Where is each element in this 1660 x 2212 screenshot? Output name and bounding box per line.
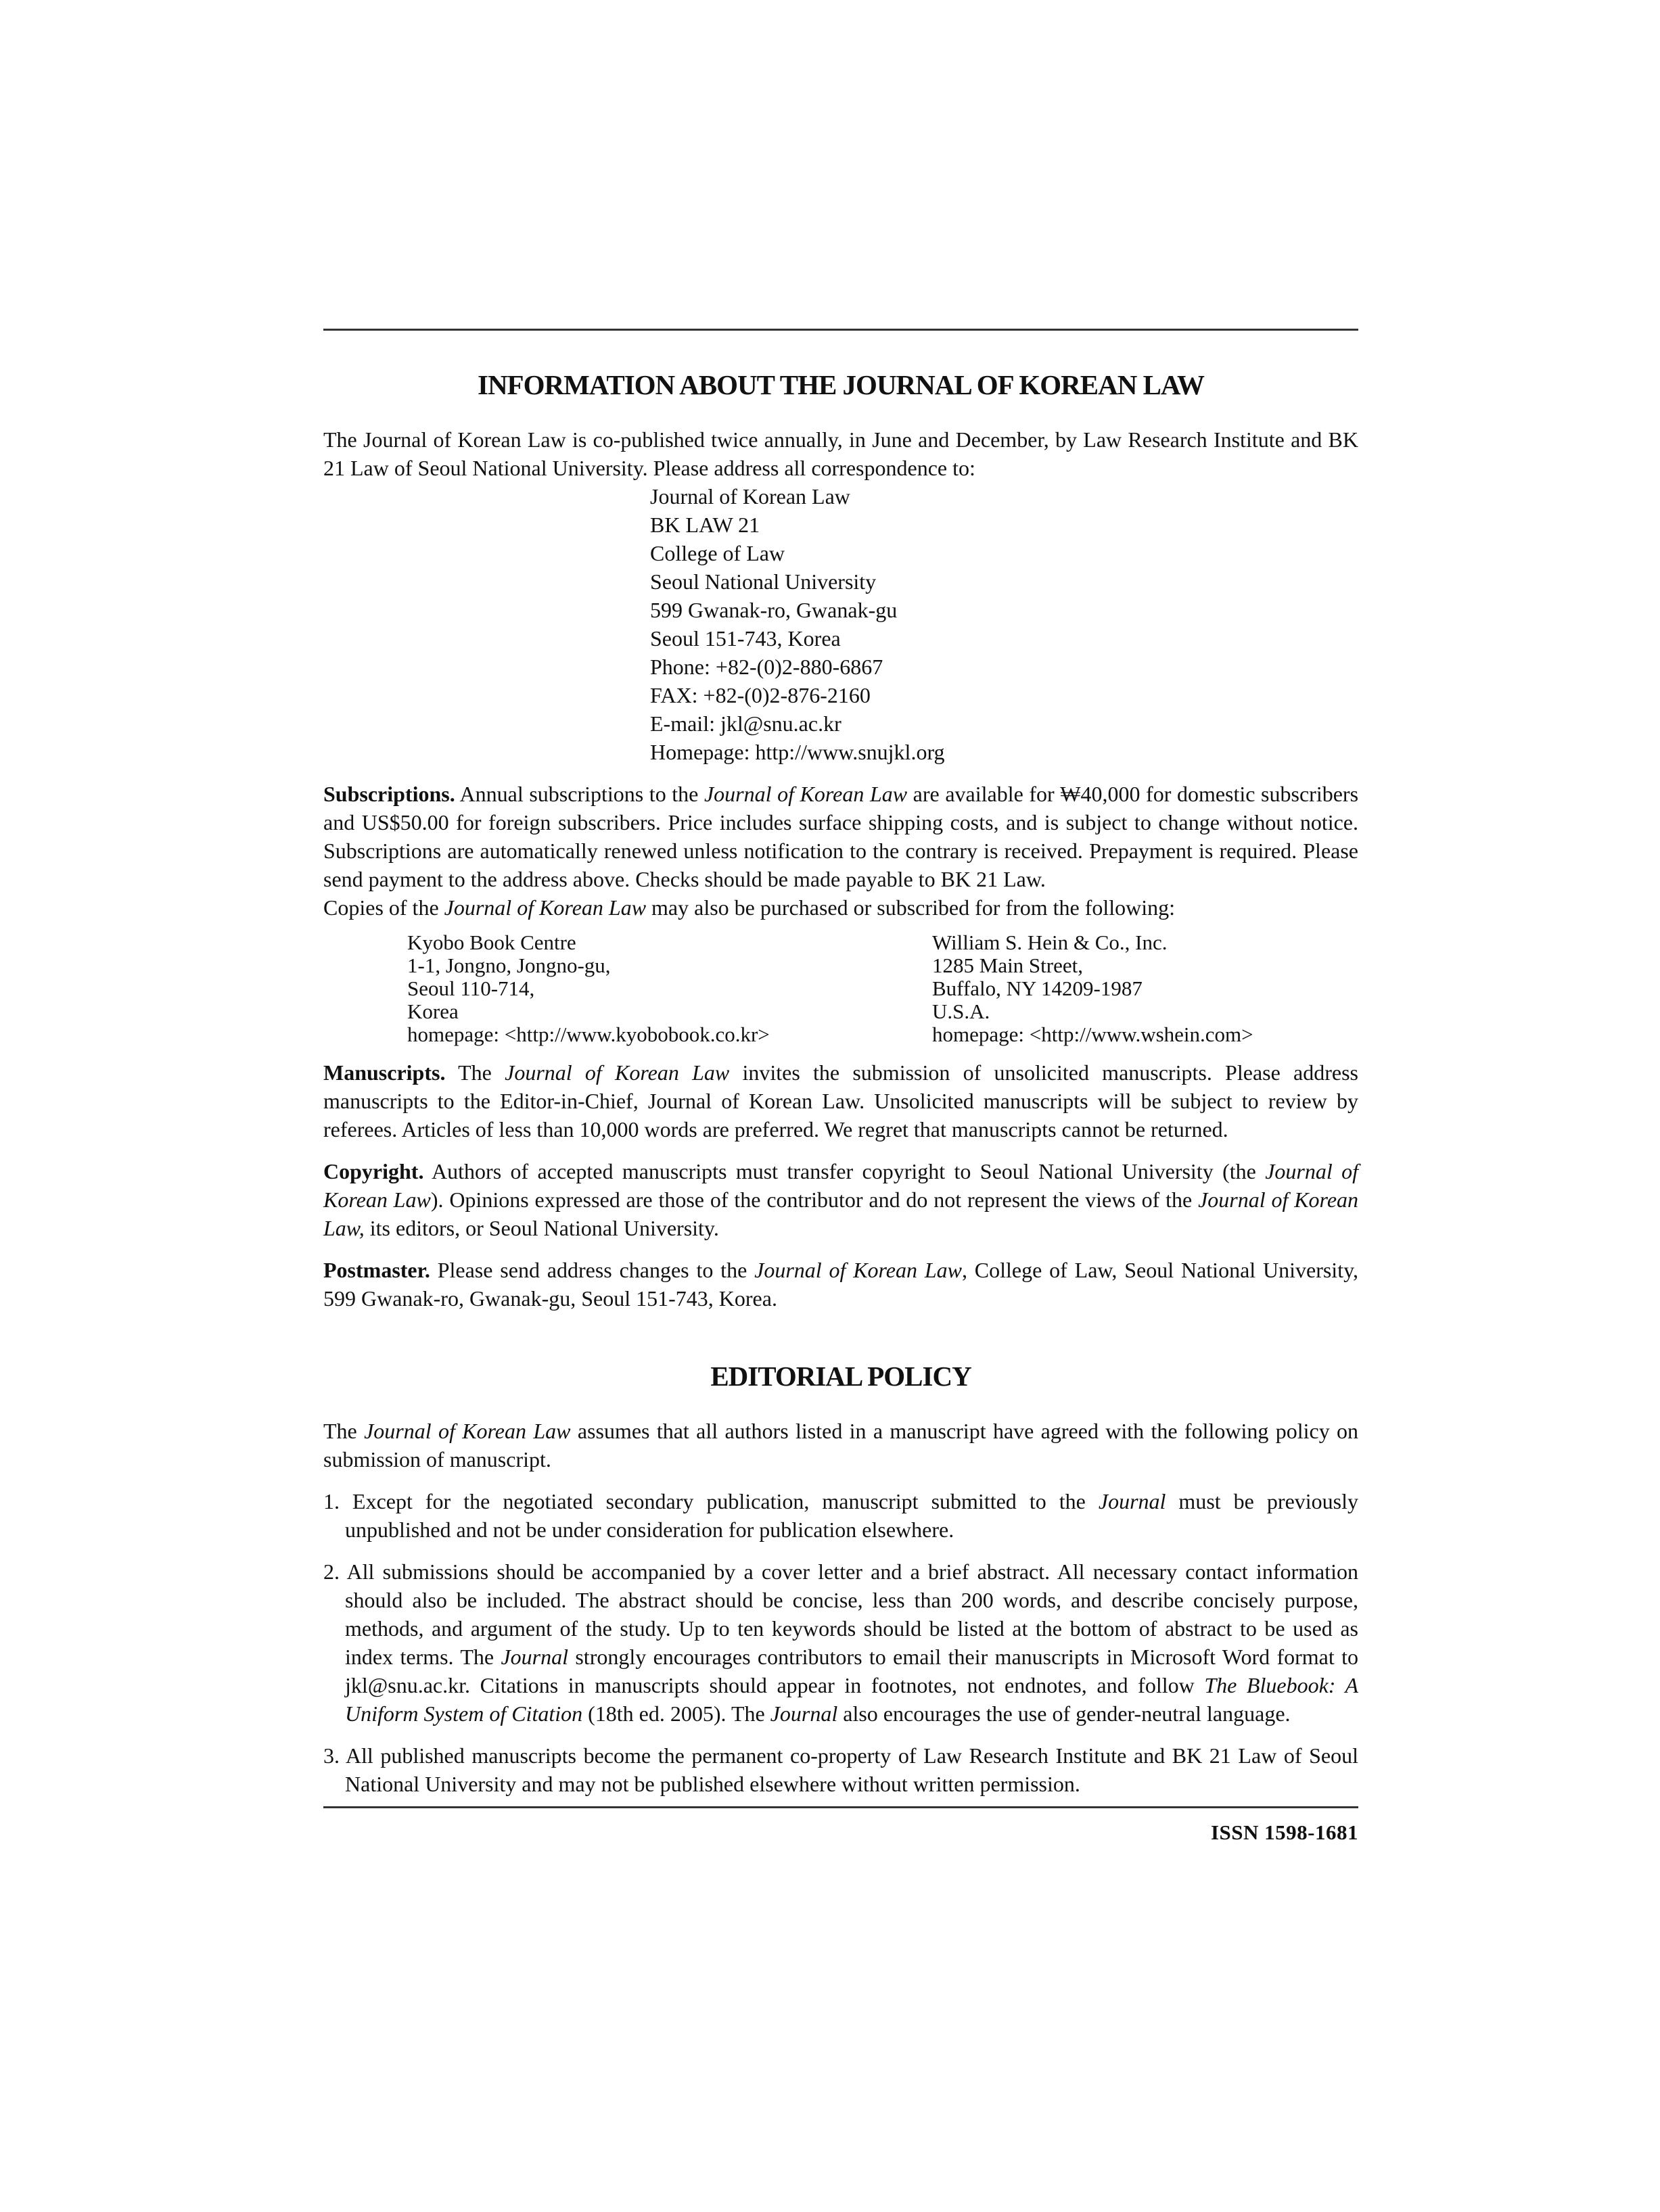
subscriptions-paragraph [323,780,1358,893]
address-line: Seoul National University [650,569,877,594]
postmaster-text: , College of Law, Seoul National University, 599 Gwanak-ro, Gwanak-gu, Seoul 151-743, Korea. [323,1258,1359,1311]
vendor-line: 1-1, Jongno, Jongno-gu, [407,954,611,977]
copyright-heading: Copyright. [323,1159,424,1183]
journal-title: Journal of Korean Law [505,1060,730,1085]
editorial-intro-text: assumes that all authors listed in a manuscript have agreed with the following policy on submission of manuscript. [323,1419,1359,1472]
vendor-list [323,931,1358,1046]
subscriptions-text: are available for ₩40,000 for domestic subscribers and US$50.00 for foreign subscribers. Price includes surface shipping costs, and is subject to change without notice. Subscriptions are automatically renewed unless notification to the contrary is received. Prepayment is required. Please send payment to the address above. Checks should be made payable to BK 21 Law. [323,782,1359,891]
journal-title: Journal of Korean Law [364,1419,571,1443]
journal-info-page [323,329,1358,1845]
policy-text: must be previously unpublished and not be under consideration for publication elsewhere. [345,1489,1359,1542]
copyright-text: its editors, or Seoul National University. [364,1216,719,1240]
journal-title: Journal of Korean Law, [323,1187,1359,1240]
policy-text: strongly encourages contributors to email their manuscripts in Microsoft Word format to jkl@snu.ac.kr. Citations in manuscripts should appear in footnotes, not endnotes, and follow [345,1645,1358,1697]
correspondence-address [323,482,1358,766]
postmaster-paragraph [323,1256,1358,1313]
postmaster-text: Please send address changes to the [430,1258,755,1282]
subscriptions-text: Annual subscriptions to the [455,782,704,806]
postmaster-heading: Postmaster. [323,1258,430,1282]
journal-title: Journal [1098,1489,1166,1513]
homepage-line: Homepage: http://www.snujkl.org [650,740,945,764]
manuscripts-paragraph [323,1058,1358,1144]
copyright-text: Authors of accepted manuscripts must transfer copyright to Seoul National University (the [423,1159,1266,1183]
manuscripts-text: invites the submission of unsolicited manuscripts. Please address manuscripts to the Editor-in-Chief, Journal of Korean Law. Unsolicited manuscripts will be subject to review by referees. Articles of less than 10,000 words are preferred. We regret that manuscripts cannot be returned. [323,1060,1359,1142]
editorial-policy-title: EDITORIAL POLICY [710,1361,971,1392]
vendor-line: William S. Hein & Co., Inc. [932,931,1168,954]
intro-paragraph: The Journal of Korean Law is co-published twice annually, in June and December, by Law Research Institute and BK 21 Law of Seoul National University. Please address all correspondence to: [323,427,1358,480]
editorial-intro-text: The [323,1419,365,1443]
top-rule [323,329,1358,331]
policy-text: 1. Except for the negotiated secondary publication, manuscript submitted to the [323,1489,1099,1513]
policy-item-3: 3. All published manuscripts become the permanent co-property of Law Research Institute and BK 21 Law of Seoul National University and may not be published elsewhere without written permission. [323,1743,1358,1796]
policy-text: 2. All submissions should be accompanied by a cover letter and a brief abstract. All necessary contact information should also be included. The abstract should be concise, less than 200 words, and describe concisely purpose, methods, and argument of the study. Up to ten keywords should be listed at the bottom of abstract to be used as index terms. The [323,1559,1358,1669]
policy-text: (18th ed. 2005). The [582,1701,770,1726]
policy-item-1 [323,1487,1358,1544]
copies-paragraph [323,893,1358,922]
journal-title: Journal of Korean Law [444,895,647,920]
vendor-homepage: homepage: <http://www.kyobobook.co.kr> [407,1022,770,1046]
vendor-hein [932,931,1253,1046]
copies-text: Copies of the [323,895,444,920]
vendor-kyobo [407,931,932,1046]
fax-line: FAX: +82-(0)2-876-2160 [650,683,871,707]
journal-title: Journal of Korean Law [323,1159,1359,1212]
address-line: BK LAW 21 [650,513,760,537]
vendor-line: Buffalo, NY 14209-1987 [932,976,1143,1000]
address-line: Seoul 151-743, Korea [650,626,841,651]
subscriptions-heading: Subscriptions. [323,782,455,806]
editorial-intro [323,1417,1358,1474]
journal-title: Journal of Korean Law [754,1258,962,1282]
journal-title: Journal of Korean Law [704,782,908,806]
copyright-paragraph [323,1157,1358,1242]
vendor-line: Seoul 110-714, [407,976,535,1000]
policy-text: also encourages the use of gender-neutral language. [837,1701,1291,1726]
address-line: College of Law [650,541,785,565]
manuscripts-text: The [445,1060,505,1085]
address-line: Journal of Korean Law [650,484,850,509]
vendor-line: 1285 Main Street, [932,954,1083,977]
journal-title: Journal [501,1645,568,1669]
journal-title: Journal [770,1701,838,1726]
bluebook-title: The Bluebook: A Uniform System of Citation [345,1673,1359,1726]
issn-number: ISSN 1598-1681 [1210,1820,1358,1844]
vendor-homepage: homepage: <http://www.wshein.com> [932,1022,1253,1046]
phone-line: Phone: +82-(0)2-880-6867 [650,655,883,679]
copies-text: may also be purchased or subscribed for from the following: [646,895,1176,920]
vendor-line: Korea [407,999,459,1023]
vendor-line: Kyobo Book Centre [407,931,576,954]
policy-item-2 [323,1557,1358,1728]
manuscripts-heading: Manuscripts. [323,1060,446,1085]
bottom-rule [323,1806,1358,1808]
email-line: E-mail: jkl@snu.ac.kr [650,711,841,736]
copyright-text: ). Opinions expressed are those of the contributor and do not represent the views of the [430,1187,1199,1212]
vendor-line: U.S.A. [932,999,990,1023]
address-line: 599 Gwanak-ro, Gwanak-gu [650,598,898,622]
info-title: INFORMATION ABOUT THE JOURNAL OF KOREAN LAW [477,369,1204,400]
